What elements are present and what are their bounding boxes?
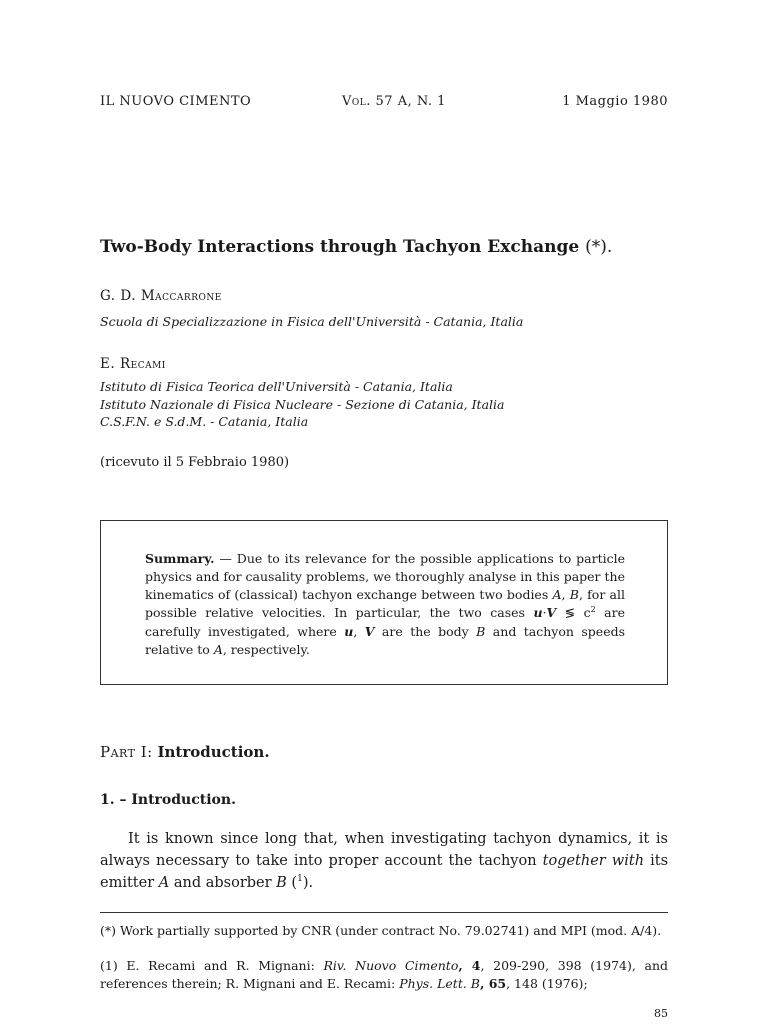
- author-2-affiliation-3: C.S.F.N. e S.d.M. - Catania, Italia: [100, 414, 309, 429]
- footnote-rule: [100, 912, 668, 913]
- author-1-affiliation: Scuola di Specializzazione in Fisica dell'Università - Catania, Italia: [100, 314, 524, 329]
- author-2: E. Recami: [100, 356, 166, 372]
- part-heading: Part I: Introduction.: [100, 743, 270, 761]
- author-1: G. D. Maccarrone: [100, 288, 222, 304]
- footnote-1: (*) Work partially supported by CNR (under contract No. 79.02741) and MPI (mod. A/4).: [100, 923, 662, 938]
- abstract-text: Summary. — Due to its relevance for the possible applications to particle physics and for causality problems, we thoroughly analyse in this paper the kinematics of (classical) tachyon exchange between two bodies A, B, for all possible relative velocities. In particular, the two cases u·V ≶ $c^2$ are carefully investigated, where u, V are the body B and tachyon speeds relative to A, respectively.: [145, 551, 626, 657]
- paper-title: Two-Body Interactions through Tachyon Exchange (*).: [100, 237, 613, 257]
- journal-name: IL NUOVO CIMENTO: [100, 94, 252, 109]
- section-heading: 1. – Introduction.: [100, 792, 236, 808]
- footnote-2: (1) E. Recami and R. Mignani: Riv. Nuovo Cimento, 4, 209-290, 398 (1974), and references therein; R. Mignani and E. Recami: Phys. Lett. B, 65, 148 (1976);: [100, 958, 669, 991]
- received-date: (ricevuto il 5 Febbraio 1980): [100, 455, 290, 470]
- page-number: 85: [654, 1007, 668, 1020]
- issue-date: 1 Maggio 1980: [562, 94, 668, 109]
- intro-paragraph: It is known since long that, when investigating tachyon dynamics, it is always necessary to take into proper account the tachyon together with its emitter A and absorber B ($^1$).: [100, 831, 669, 891]
- author-2-affiliation-2: Istituto Nazionale di Fisica Nucleare - Sezione di Catania, Italia: [100, 397, 505, 412]
- volume-info: Vol. 57 A, N. 1: [342, 94, 446, 109]
- author-2-affiliation-1: Istituto di Fisica Teorica dell'Università - Catania, Italia: [100, 379, 453, 394]
